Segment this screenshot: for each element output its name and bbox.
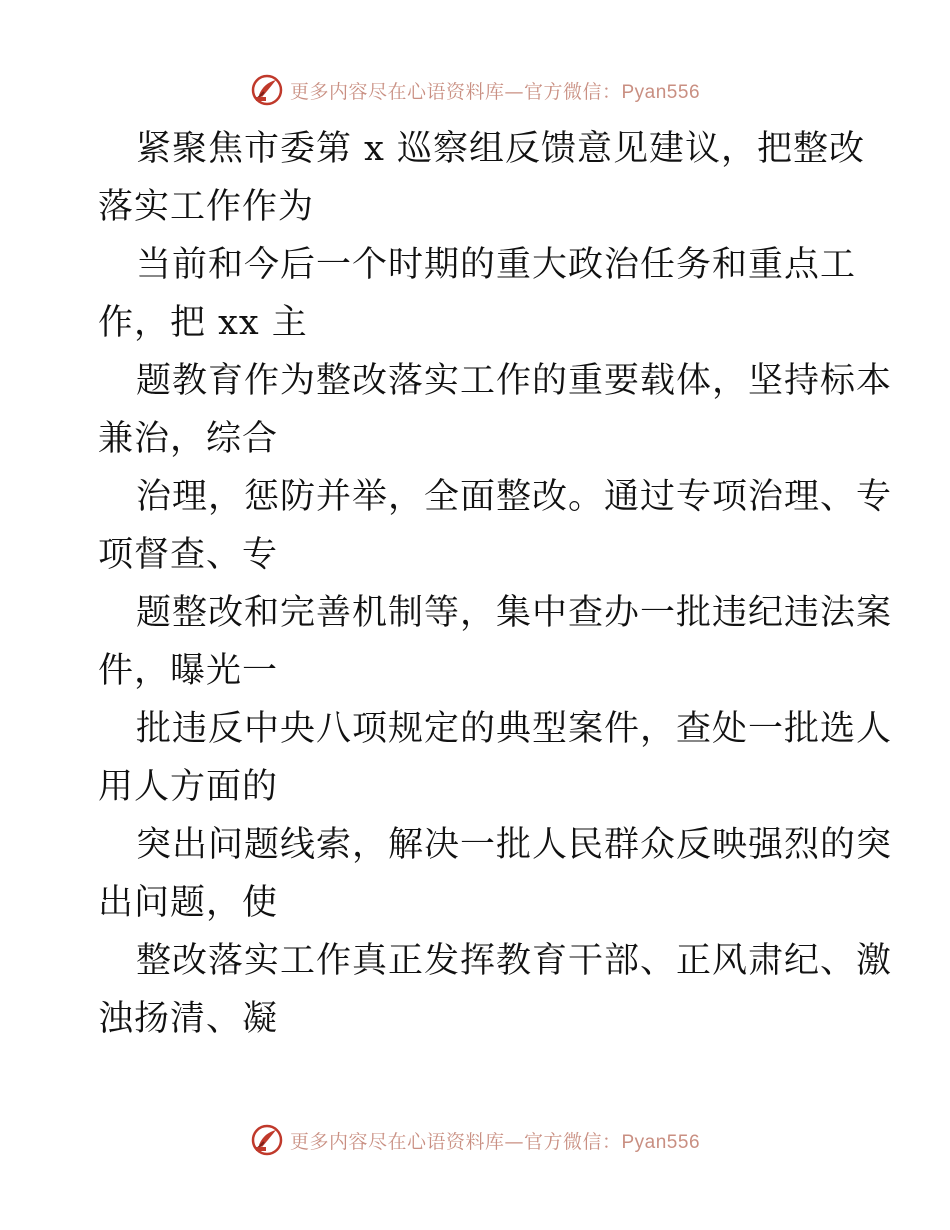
- watermark-wechat-id: Pyan556: [621, 81, 701, 103]
- body-line: 紧聚焦市委第 x 巡察组反馈意见建议，把整改: [136, 129, 865, 169]
- watermark-cn: 更多内容尽在心语资料库: [289, 1130, 505, 1153]
- body-line: 出问题，使: [98, 883, 279, 923]
- body-line: 兼治，综合: [98, 419, 279, 459]
- watermark-dash: —: [504, 1130, 524, 1153]
- body-line: 突出问题线索，解决一批人民群众反映强烈的突: [136, 825, 893, 865]
- body-line: 用人方面的: [98, 767, 279, 807]
- footer-watermark: [0, 1120, 950, 1160]
- body-line: 落实工作作为: [98, 187, 315, 227]
- quill-book-logo-icon: [250, 73, 284, 107]
- body-line: 治理，惩防并举，全面整改。通过专项治理、专: [136, 477, 893, 517]
- body-line: 题教育作为整改落实工作的重要载体，坚持标本: [136, 361, 893, 401]
- document-body: [98, 120, 893, 1048]
- body-line: 当前和今后一个时期的重大政治任务和重点工: [136, 245, 857, 285]
- body-line: 题整改和完善机制等，集中查办一批违纪违法案: [136, 593, 893, 633]
- watermark-dash: —: [504, 80, 524, 103]
- body-line: 整改落实工作真正发挥教育干部、正风肃纪、激: [136, 941, 893, 981]
- body-line: 件，曝光一: [98, 651, 279, 691]
- body-line: 项督查、专: [98, 535, 279, 575]
- header-watermark: [0, 70, 950, 110]
- body-line: 批违反中央八项规定的典型案件，查处一批选人: [136, 709, 893, 749]
- watermark-wechat-label: 官方微信：: [523, 80, 622, 103]
- quill-book-logo-icon: [250, 1123, 284, 1157]
- watermark-text: [290, 1127, 700, 1154]
- body-line: 作，把 xx 主: [98, 303, 308, 343]
- watermark-text: [290, 77, 700, 104]
- body-line: 浊扬清、凝: [98, 999, 279, 1039]
- watermark-cn: 更多内容尽在心语资料库: [289, 80, 505, 103]
- watermark-wechat-id: Pyan556: [621, 1131, 701, 1153]
- watermark-wechat-label: 官方微信：: [523, 1130, 622, 1153]
